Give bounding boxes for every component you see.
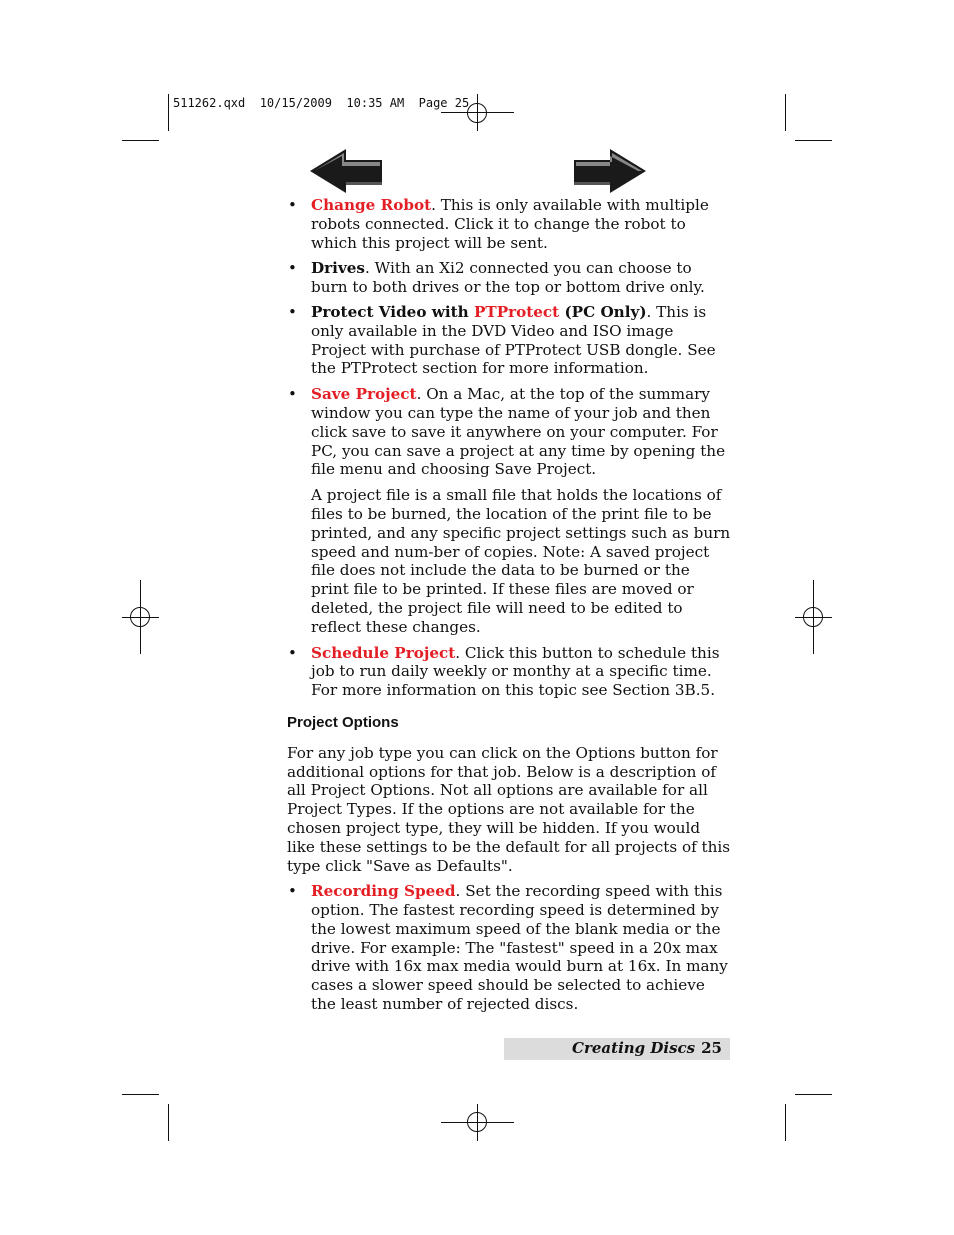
list-item <box>287 644 732 700</box>
crop-mark <box>785 94 786 131</box>
footer-text <box>572 1039 722 1057</box>
bullet-icon: • <box>288 259 297 278</box>
crop-mark <box>122 140 159 141</box>
term-link: Schedule Project <box>311 643 456 662</box>
page-footer <box>504 1038 730 1060</box>
crop-mark <box>122 1094 159 1095</box>
item-text: . Click this button to schedule this job to run daily weekly or monthy at a specific time. For more information on this topic see Section 3B.5. <box>311 643 720 700</box>
left-arrow-icon <box>308 148 384 194</box>
bullet-icon: • <box>288 302 297 321</box>
crop-mark <box>168 1104 169 1141</box>
list-item <box>287 303 732 378</box>
page-number: 25 <box>701 1039 722 1057</box>
list-item <box>287 196 732 252</box>
print-slug: 511262.qxd 10/15/2009 10:35 AM Page 25 <box>173 96 470 110</box>
term-link: Save Project <box>311 385 417 404</box>
page-body <box>287 196 732 1021</box>
note-paragraph: A project file is a small file that holds the locations of files to be burned, the location of the print file to be printed, and any specific project settings such as burn speed and num-ber of copies. Note: A saved project file does not include the data to be burned or the print file to be printed. If these files are moved or deleted, the project file will need to be edited to reflect these changes. <box>311 486 731 636</box>
crop-mark <box>168 94 169 131</box>
item-text: . This is only available with multiple robots connected. Click it to change the robot to which this project will be sent. <box>311 196 709 252</box>
crop-mark <box>795 1094 832 1095</box>
item-text: . Set the recording speed with this option. The fastest recording speed is determined by the lowest maximum speed of the blank media or the drive. For example: The "fastest" speed in a 20x max drive with 16x max media would burn at 16x. In many cases a slower speed should be selected to achieve the least number of rejected discs. <box>311 882 728 1014</box>
item-text: . With an Xi2 connected you can choose to burn to both drives or the top or bottom drive only. <box>311 259 705 297</box>
registration-circle <box>803 607 823 627</box>
term-link: Change Robot <box>311 196 432 214</box>
item-text: . On a Mac, at the top of the summary window you can type the name of your job and then click save to save it anywhere on your computer. For PC, you can save a project at any time by opening the file menu and choosing Save Project. <box>311 385 726 479</box>
bullet-icon: • <box>288 643 297 662</box>
bullet-icon: • <box>288 882 297 901</box>
list-item <box>287 882 732 1014</box>
section-heading: Project Options <box>287 713 399 731</box>
term: Drives <box>311 259 365 278</box>
next-page-button[interactable] <box>572 148 648 194</box>
crop-mark <box>785 1104 786 1141</box>
registration-circle <box>130 607 150 627</box>
list-item <box>287 259 732 297</box>
item-text: . This is only available in the DVD Video and ISO image Project with purchase of PTProtect USB dongle. See the PTProtect section for more information. <box>311 302 716 378</box>
bullet-icon: • <box>288 385 297 404</box>
section-intro: For any job type you can click on the Options button for additional options for that job. Below is a description of all Project Options. Not all options are available for all Project Types. If the options are not available for the chosen project type, they will be hidden. If you would like these settings to be the default for all projects of this type click "Save as Defaults". <box>287 743 731 875</box>
registration-circle <box>467 1112 487 1132</box>
bullet-icon: • <box>288 196 297 214</box>
list-item <box>287 385 732 479</box>
term-link: Recording Speed <box>311 882 456 901</box>
term: (PC Only) <box>559 302 647 321</box>
term: Protect Video with <box>311 302 474 321</box>
right-arrow-icon <box>572 148 648 194</box>
registration-circle <box>467 103 487 123</box>
crop-mark <box>795 140 832 141</box>
footer-section: Creating Discs <box>572 1039 696 1057</box>
previous-page-button[interactable] <box>308 148 384 194</box>
term-link: PTProtect <box>473 302 560 321</box>
